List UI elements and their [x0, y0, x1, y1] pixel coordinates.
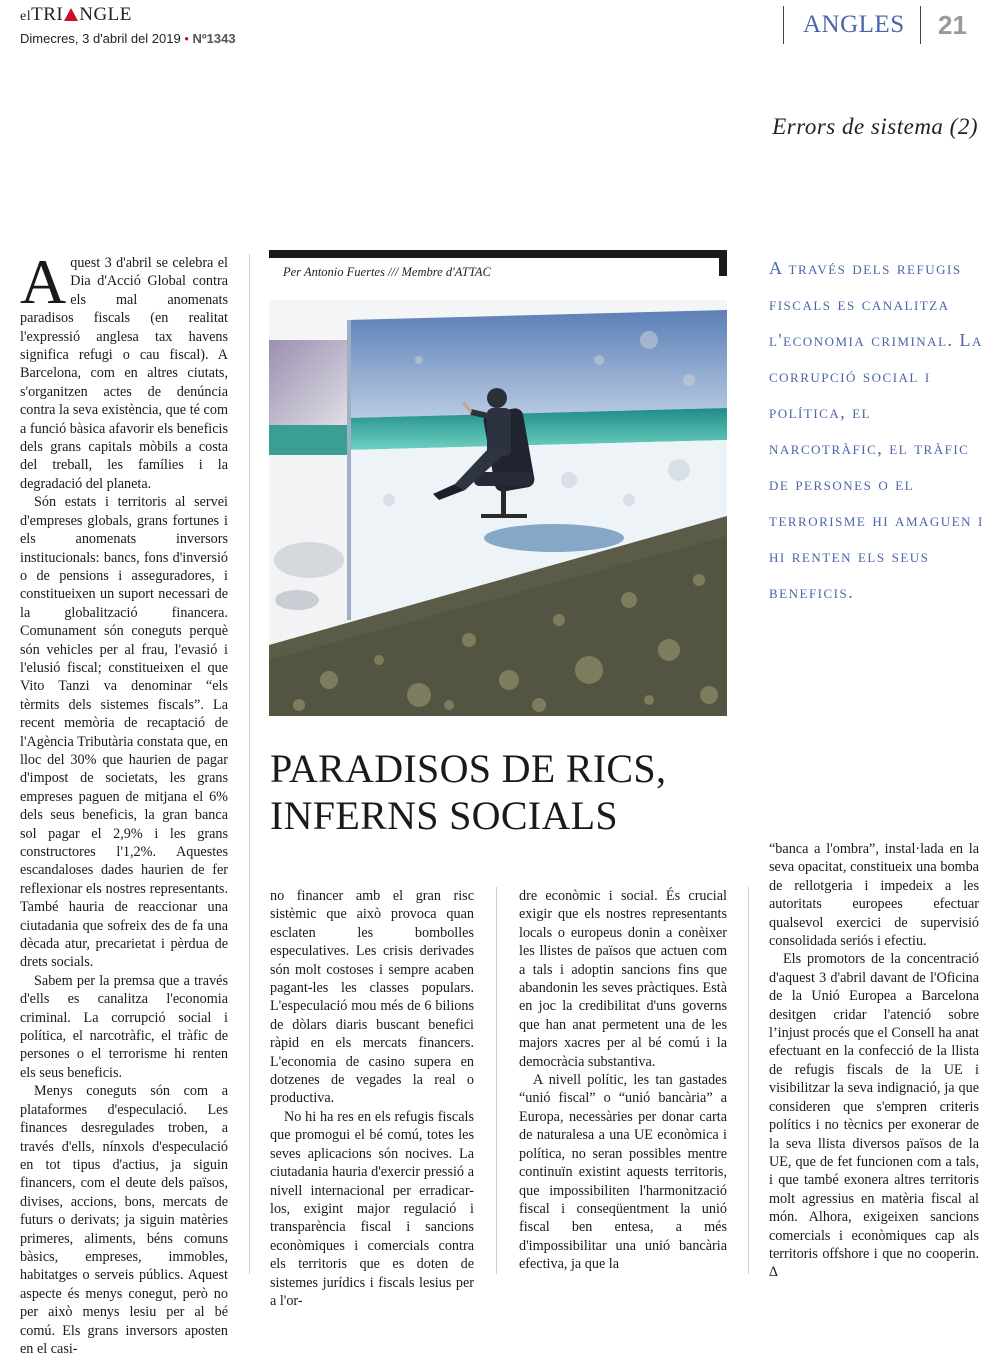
paragraph: No hi ha res en els refugis fiscals que promogui el bé comú, totes les seves aplicacions són nocives. La ciutadania hauria d'exercir pressió a nivell internacional per erradicar-los, exigint major regulació i transparència fiscal i sancions econòmiques i comercials contra els territoris que es doten de sistemes jurídics i fiscals lesius per a l'or-	[270, 1108, 474, 1309]
bullet-icon: •	[184, 31, 189, 46]
header-divider	[920, 6, 921, 44]
logo-text-part2: NGLE	[79, 4, 132, 25]
column-rule	[748, 887, 749, 1274]
paragraph: no financer amb el gran risc sistèmic que això provoca quan esclaten les bombolles especulatives. Les crisis derivades són molt costoses i sempre acaben pagant-les les classes populars. L'especulació mou més de 6 bilions de dòlars diaris buscant benefici ràpid en els mercats financers. L'economia de casino supera en dotzenes de vegades la real o productiva.	[270, 888, 474, 1107]
column-rule	[496, 887, 497, 1274]
image-top-bar	[269, 250, 727, 258]
article-column-2	[270, 887, 474, 1309]
paragraph: Menys coneguts són com a plataformes d'especulació. Les finances desregulades troben, a través d'ells, nínxols d'especulació en tot tipus d'actius, ja siguin financers, com el deute dels països, divises, accions, bons, mercats de futurs o derivats; ja siguin matèries primeres, aliments, béns comuns bàsics, empreses, immobles, habitatges o serveis públics. Aquest aspecte és menys conegut, però no per això menys lesiu per al bé comú. Els grans inversors aposten en el casi-	[20, 1083, 228, 1357]
paragraph: Els promotors de la concentració d'aquest 3 d'abril davant de l'Oficina de la Unió Europea a Barcelona desitgen cridar l'atenció sobre l’injust procés que el Consell ha anat efectuant en la confecció de la llista de refugis fiscals de la UE i visibilitzar la seva indignació, ja que consideren que s'empren criteris polítics i no tècnics per exonerar de la seva llista diversos països de la UE, que de fet funcionen com a tals, i que també exonera altres territoris molt agressius en matèria fiscal al món. Alhora, exigeixen sancions comercials i econòmiques cap als territoris offshore i que no cooperin. ∆	[769, 951, 979, 1281]
paragraph	[20, 246, 228, 493]
logo-text-part1: TRI	[31, 4, 64, 25]
article-column-3	[519, 887, 727, 1274]
headline-line: INFERNS SOCIALS	[270, 793, 618, 838]
paragraph: dre econòmic i social. És crucial exigir que els nostres representants locals o europeus donin a conèixer les llistes de països que actuen com a tals i adoptin sancions fins que abandonin les seves pràctiques. Està en joc la credibilitat d'uns governs que han anat permetent una de les majors xacres per al bé comú i la democràcia substantiva.	[519, 888, 727, 1070]
triangle-icon	[64, 8, 78, 21]
header-divider	[783, 6, 784, 44]
page-number: 21	[938, 10, 967, 40]
article-column-1	[20, 246, 228, 1357]
series-title: Errors de sistema (2)	[772, 114, 978, 139]
drop-cap: A	[20, 246, 67, 317]
paragraph: Sabem per la premsa que a través d'ells es canalitza l'economia criminal. La corrupció social i política, el narcotràfic, el tràfic de persones o el terrorisme hi renten els seus beneficis.	[20, 972, 228, 1081]
column-rule	[249, 254, 250, 1274]
paragraph: Són estats i territoris al servei d'empreses globals, grans fortunes i els anomenats inversors institucionals: bancs, fons d'inversió o de pensions i asseguradores, i constitueixen un suport necessari de la globalització financera. Comunament són coneguts perquè són vehicles per al frau, l'evasió i l'elusió fiscal; constitueixen el que Vito Tanzi va denominar “els tèrmits dels sistemes fiscals”. La recent memòria de recaptació de l'Agència Tributària constata que, en lloc del 30% que haurien de pagar d'impost de societats, les grans empreses paguen de mitjana el 6% dels seus beneficis, la gran banca sol pagar el 2,9% i les grans constructores l'1,2%. Aquestes escandaloses dades haurien de fer reflexionar els nostres representants. També hauria de reaccionar una ciutadania que sofreix des de fa una dècada atur, precarietat i pèrdua de drets socials.	[20, 494, 228, 971]
byline: Per Antonio Fuertes /// Membre d'ATTAC	[283, 265, 491, 279]
article-column-4	[769, 840, 979, 1281]
headline	[270, 745, 666, 839]
illustration-businessman-beach	[269, 300, 727, 716]
headline-line: PARADISOS DE RICS,	[270, 746, 667, 791]
paragraph: “banca a l'ombra”, instal·lada en la seva opacitat, constitueix una bomba de rellotgeria i impedeix a les autoritats europees efectuar qualsevol exercici de supervisió consolidada seriós i efectiu.	[769, 841, 979, 950]
issue-number: Nº1343	[192, 31, 236, 46]
logo-prefix: el	[20, 9, 32, 24]
newspaper-logo	[20, 4, 132, 26]
section-name: ANGLES	[803, 11, 905, 38]
issue-date: Dimecres, 3 d'abril del 2019	[20, 31, 181, 46]
dateline	[20, 31, 236, 46]
pull-quote: A través dels refugis fiscals es canalitza l'economia criminal. La corrupció social i política, el narcotràfic, el tràfic de persones o el terrorisme hi amaguen i hi renten els seus beneficis.	[769, 258, 984, 602]
paragraph-text: quest 3 d'abril se celebra el Dia d'Acció Global contra els mal anomenats paradisos fiscals (en realitat l'expressió anglesa tax havens significa refugi o cau fiscal). A Barcelona, com en altres ciutats, s'organitzen actes de denúncia contra la seva existència, que té com a funció bàsica afavorir els beneficis dels grans capitals mòbils a costa del treball, les famílies i la degradació del planeta.	[20, 255, 228, 492]
image-top-bar-corner	[719, 250, 727, 276]
paragraph: A nivell polític, les tan gastades “unió fiscal” o “unió bancària” a Europa, necessàries per donar carta de naturalesa a una UE econòmica i política, no seran possibles mentre continuïn existint aquests territoris, que impossibiliten l'harmonització fiscal i conseqüentment la unió fiscal ben entesa, a més d'impossibilitar una unió bancària efectiva, ja que la	[519, 1072, 727, 1273]
